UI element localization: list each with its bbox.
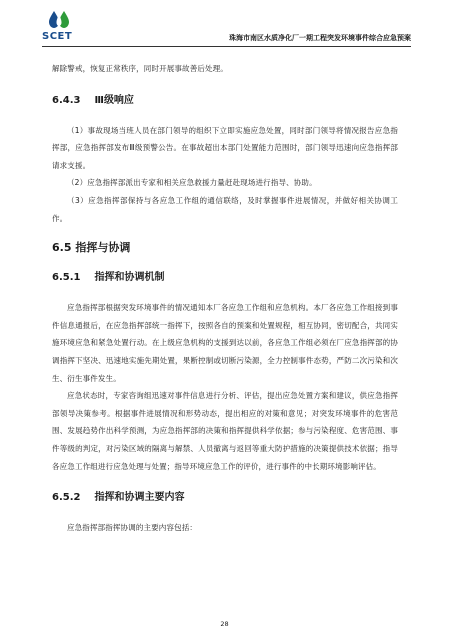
paragraph: （1）事故现场当班人员在部门领导的组织下立即实施应急处置，同时部门领导将情况报告应急指挥部，应急指挥部发布Ⅲ级预警公告。在事故超出本部门处置能力范围时，部门领导迅速向应急指挥部请求支援。 <box>52 125 398 170</box>
paragraph: （2）应急指挥部派出专家和相关应急救援力量赶赴现场进行指导、协助。 <box>67 178 317 188</box>
section-number: 6.4.3 <box>52 94 81 106</box>
paragraph: 应急指挥部指挥协调的主要内容包括： <box>67 523 198 533</box>
section-heading-6-4-3 <box>52 94 398 108</box>
water-drop-icon <box>48 10 70 30</box>
company-logo <box>42 10 76 44</box>
section-title: 指挥和协调主要内容 <box>94 492 185 504</box>
section-number: 6.5.2 <box>52 492 81 504</box>
paragraph: 解除警戒，恢复正常秩序，同时开展事故善后处理。 <box>52 64 228 73</box>
section-title: Ⅲ级响应 <box>94 94 134 106</box>
paragraph: 应急指挥部根据突发环境事件的情况通知本厂各应急工作组和应急机构。本厂各应急工作组接到事件信息通报后，在应急指挥部统一指挥下，按照各自的预案和处置规程，相互协同，密切配合，共同实施环境应急和紧急处置行动。在上级应急机构的支援到达以前，各应急工作组必须在厂应急指挥部的协调指挥下坚决、迅速地实施先期处置，果断控制或切断污染源，全力控制事件态势，严防二次污染和次生、衍生事件发生。 <box>52 303 398 383</box>
section-title: 指挥和协调机制 <box>94 272 165 284</box>
paragraph: 应急状态时，专家咨询组迅速对事件信息进行分析、评估，提出应急处置方案和建议，供应急指挥部领导决策参考。根据事件进展情况和形势动态，提出相应的对策和意见；对突发环境事件的危害范围、发展趋势作出科学预测，为应急指挥部的决策和指挥提供科学依据；参与污染程度、危害范围、事件等级的判定，对污染区域的隔离与解禁、人员撤离与返回等重大防护措施的决策提供技术依据；指导各应急工作组进行应急处理与处置；指导环境应急工作的评价，进行事件的中长期环境影响评估。 <box>52 391 398 471</box>
section-heading-6-5-1 <box>52 271 398 285</box>
section-heading-6-5: 6.5 指挥与协调 <box>52 241 131 255</box>
paragraph: （3）应急指挥部保持与各应急工作组的通信联络，及时掌握事件进展情况，并做好相关协调工作。 <box>52 195 398 223</box>
logo-text: SCET <box>42 31 73 42</box>
page-header <box>42 10 411 47</box>
section-number: 6.5.1 <box>52 272 81 284</box>
document-body <box>52 60 398 537</box>
document-header-title: 珠海市南区水质净化厂一期工程突发环境事件综合应急预案 <box>229 34 411 42</box>
page-number: 28 <box>220 620 229 628</box>
section-heading-6-5-2 <box>52 491 398 505</box>
